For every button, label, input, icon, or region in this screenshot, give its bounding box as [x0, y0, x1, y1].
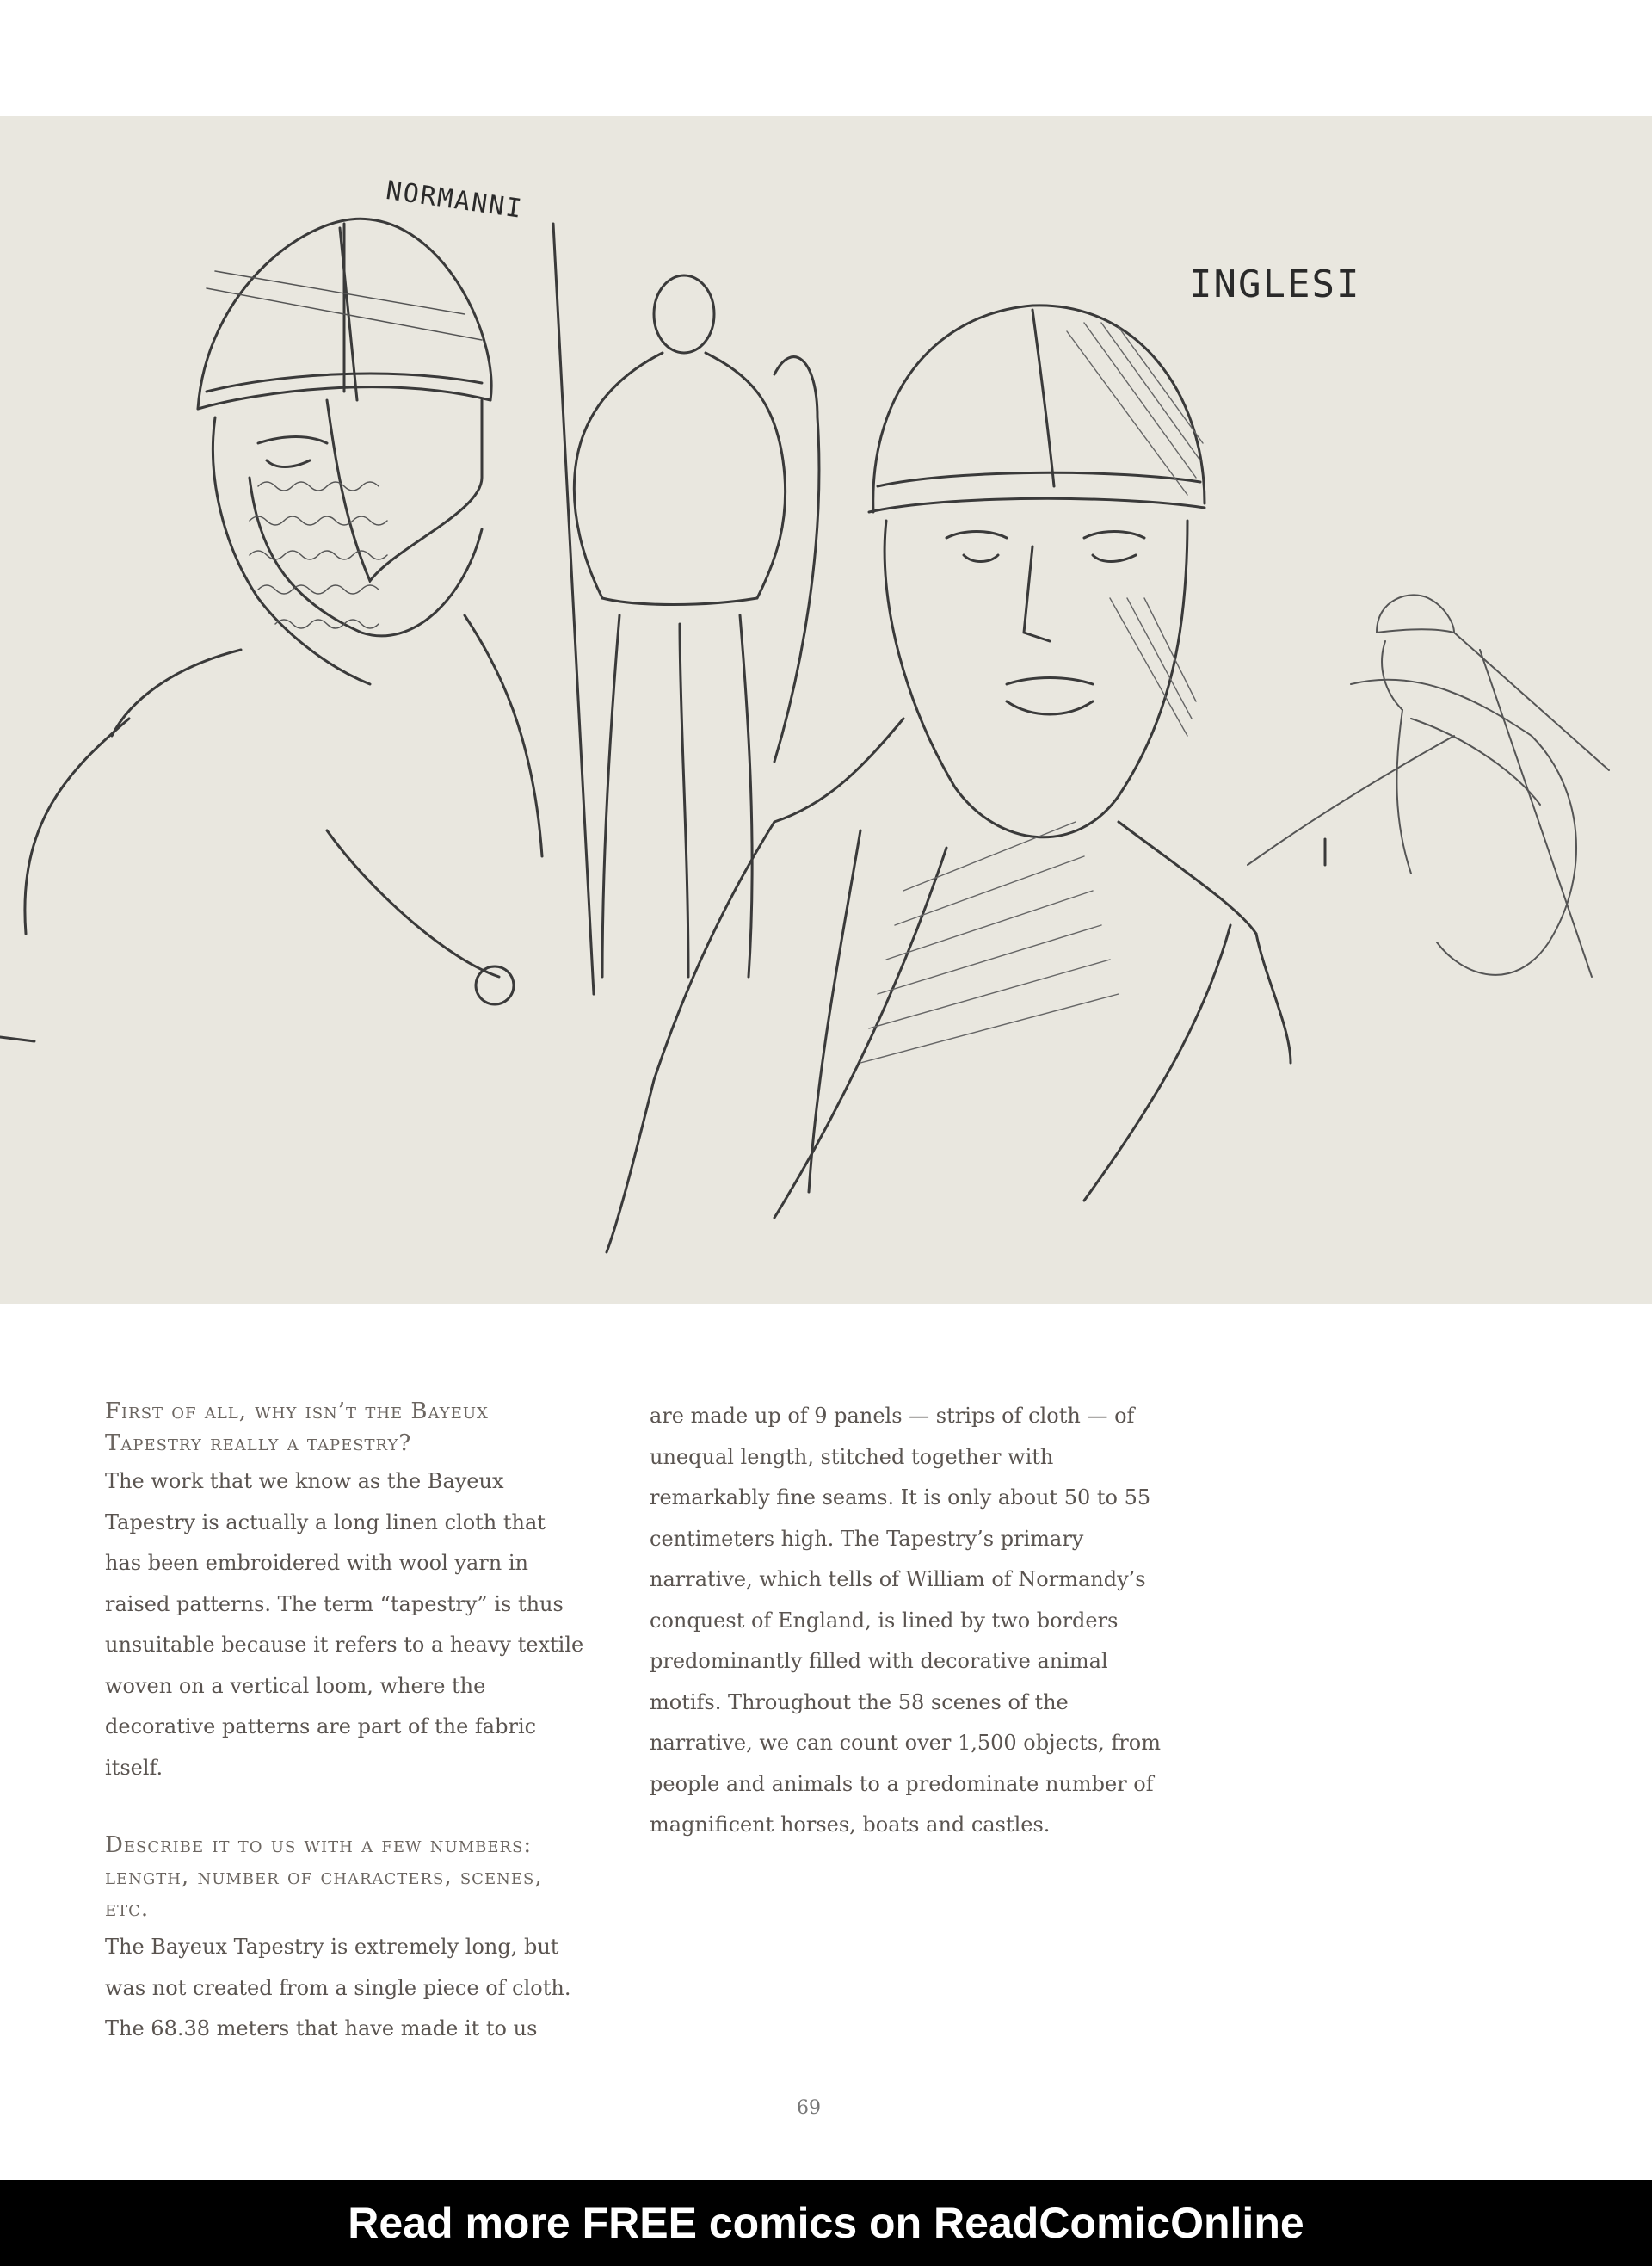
answer-2-continued: are made up of 9 panels — strips of cloth — of unequal length, stitched together with remarkably fine seams. It is only about 50 to 55 centimeters high. The Tapestry’s primary narrative, which tells of William of Normandy’s conquest of England, is lined by two borders predominantly filled with decorative animal motifs. Throughout the 58 scenes of the narrative, we can count over 1,500 objects, from people and animals to a predominate number of magnificent horses, boats and castles. — [650, 1404, 1161, 1837]
promo-banner[interactable]: Read more FREE comics on ReadComicOnline — [0, 2180, 1652, 2266]
left-column — [105, 1396, 587, 2050]
page-number: 69 — [797, 2097, 821, 2119]
pencil-sketch — [0, 116, 1652, 1304]
standing-figure-sketch — [553, 224, 819, 994]
answer-1: The work that we know as the Bayeux Tapestry is actually a long linen cloth that has been embroidered with wool yarn in raised patterns. The term “tapestry” is thus unsuitable because it refers to a heavy textile woven on a vertical loom, where the decorative patterns are part of the fabric itself. — [105, 1469, 584, 1780]
sketch-illustration — [0, 116, 1652, 1304]
small-figure-sketch — [1248, 595, 1609, 977]
answer-2: The Bayeux Tapestry is extremely long, but was not created from a single piece of cloth. The 68.38 meters that have made it to us — [105, 1935, 571, 2041]
right-column — [650, 1396, 1166, 1846]
label-inglesi: INGLESI — [1189, 262, 1361, 306]
english-soldier-sketch — [607, 306, 1325, 1252]
norman-soldier-sketch — [0, 219, 542, 1041]
question-2: Describe it to us with a few numbers: length, number of characters, scenes, etc. — [105, 1832, 543, 1922]
label-normanni: NORMANNI — [384, 176, 526, 225]
question-1: First of all, why isn’t the Bayeux Tapestry really a tapestry? — [105, 1398, 489, 1456]
